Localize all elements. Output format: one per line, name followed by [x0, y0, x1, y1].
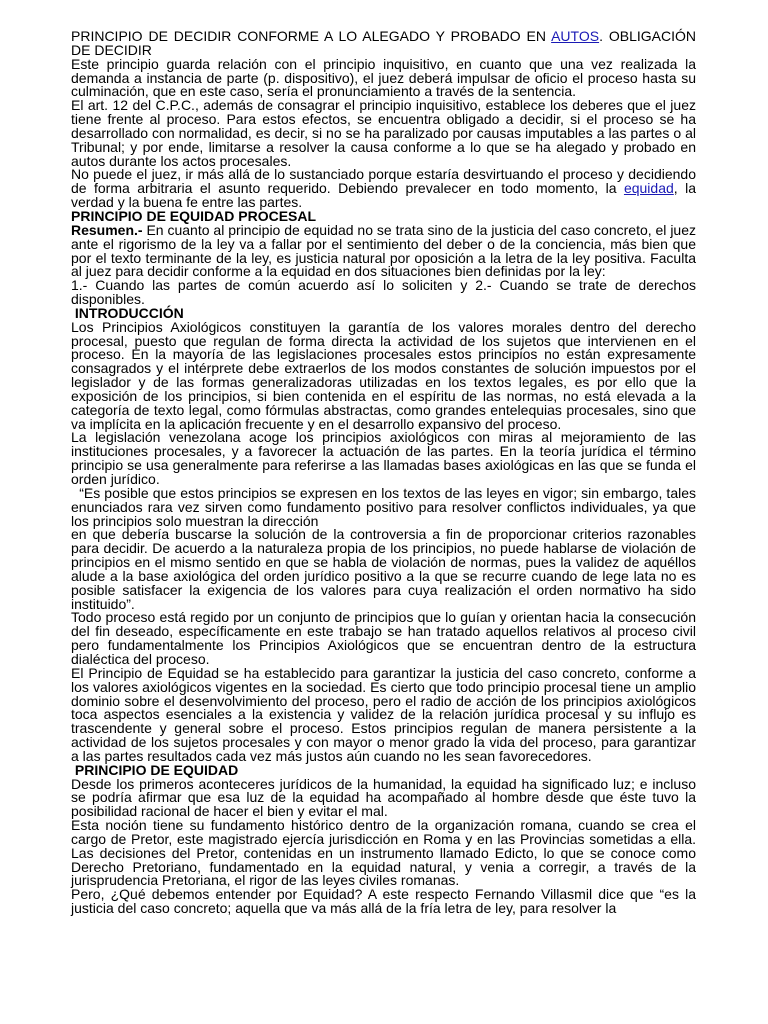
- summary-paragraph: Resumen.- En cuanto al principio de equidad no se trata sino de la justicia del caso concreto, el juez ante el rigorismo de la ley va a fallar por el sentimiento del deber o de la conciencia, más bien que por el texto terminante de la ley, es justicia natural por oposición a la letra de la ley positiva. Faculta al juez para decidir conforme a la equidad en dos situaciones bien definidas por la ley:: [71, 221, 696, 280]
- heading-equidad: PRINCIPIO DE EQUIDAD: [71, 761, 239, 778]
- paragraph: Los Principios Axiológicos constituyen la garantía de los valores morales dentro del derecho procesal, puesto que regulan de forma directa la actividad de los sujetos que intervienen en el proceso. En la mayoría de las legislaciones procesales estos principios no están expresamente consagrados y el intérprete debe extraerlos de los modos constantes de solución impuestos por el legislador y de las formas generalizadoras utilizadas en los textos legales, es por ello que la exposición de los principios, si bien contenida en el espíritu de las normas, no está elevada a la categoría de texto legal, como fórmulas abstractas, como grandes entelequias procesales, sino que va implícita en la aplicación frecuente y en el desarrollo expansivo del proceso.: [71, 318, 696, 432]
- paragraph: Todo proceso está regido por un conjunto de principios que lo guían y orientan hacia la consecución del fin deseado, específicamente en este trabajo se han tratado aquellos relativos al proceso civil pero fundamentalmente los Principios Axiológicos que se encuentran dentro de la estructura dialéctica del proceso.: [71, 609, 696, 667]
- heading-introduccion: INTRODUCCIÓN: [71, 304, 184, 321]
- quote-paragraph: en que debería buscarse la solución de la controversia a fin de proporcionar criterios razonables para decidir. De acuerdo a la naturaleza propia de los principios, no puede hablarse de violación de principios en el mismo sentido en que se habla de violación de normas, pues la validez de aquéllos alude a la base axiológica del orden jurídico positivo a la que se recurre cuando de lege lata no es posible satisfacer la exigencia de los valores para cuya realización el orden normativo ha sido instituido”.: [71, 526, 696, 612]
- paragraph: Esta noción tiene su fundamento histórico dentro de la organización romana, cuando se crea el cargo de Pretor, este magistrado ejercía jurisdicción en Roma y en las Provincias sometidas a ella. Las decisiones del Pretor, contenidas en un instrumento llamado Edicto, lo que se conoce como Derecho Pretoriano, fundamentado en la equidad natural, y venia a corregir, a través de la jurisprudencia Pretoriana, el rigor de las leyes civiles romanas.: [71, 817, 696, 889]
- paragraph: No puede el juez, ir más allá de lo sustanciado porque estaría desvirtuando el proceso y decidiendo de forma arbitraria el asunto requerido. Debiendo prevalecer en todo momento, la equidad, la verdad y la buena fe entre las partes.: [71, 166, 696, 211]
- quote-paragraph: “Es posible que estos principios se expresen en los textos de las leyes en vigor; sin embargo, tales enunciados rara vez sirven como fundamento positivo para resolver conflictos individuales, ya que los principios solo muestran la dirección: [71, 484, 700, 529]
- heading-principio-decidir: PRINCIPIO DE DECIDIR CONFORME A LO ALEGADO Y PROBADO EN AUTOS. OBLIGACIÓN DE DECIDIR: [71, 28, 696, 58]
- autos-link[interactable]: AUTOS: [551, 28, 600, 44]
- paragraph: Este principio guarda relación con el principio inquisitivo, en cuanto que una vez realizada la demanda a instancia de parte (p. dispositivo), el juez deberá impulsar de oficio el proceso hasta su culminación, que en este caso, sería el pronunciamiento a través de la sentencia.: [71, 55, 696, 100]
- paragraph: La legislación venezolana acoge los principios axiológicos con miras al mejoramiento de las instituciones procesales, y a favorecer la actuación de las partes. En la teoría jurídica el término principio se usa generalmente para referirse a las llamadas bases axiológicas en las que se funda el orden jurídico.: [71, 429, 696, 487]
- paragraph: Desde los primeros aconteceres jurídicos de la humanidad, la equidad ha significado luz; e incluso se podría afirmar que esa luz de la equidad ha acompañado al hombre desde que éste tuvo la posibilidad racional de hacer el bien y evitar el mal.: [71, 775, 696, 820]
- equidad-link[interactable]: equidad: [623, 180, 674, 197]
- summary-label: Resumen.-: [71, 221, 143, 238]
- paragraph: El Principio de Equidad se ha establecido para garantizar la justicia del caso concreto, conforme a los valores axiológicos vigentes en la sociedad. Es cierto que todo principio procesal tiene un amplio dominio sobre el desenvolvimiento del proceso, pero el radio de acción de los principios axiológicos toca aspectos esenciales a la existencia y validez de la relación jurídica procesal y su influjo es trascendente y general sobre el proceso. Estos principios regulan de manera persistente a la actividad de los sujetos procesales y con mayor o menor grado la vida del proceso, para garantizar a las partes resultados cada vez más justos aún cuando no les sean favorecedores.: [71, 664, 696, 764]
- heading-equidad-procesal: PRINCIPIO DE EQUIDAD PROCESAL: [71, 207, 317, 224]
- paragraph: El art. 12 del C.P.C., además de consagrar el principio inquisitivo, establece los deberes que el juez tiene frente al proceso. Para estos efectos, se encuentra obligado a decidir, si el proceso se ha desarrollado con normalidad, es decir, si no se ha paralizado por causas imputables a las partes o al Tribunal; y por ende, limitarse a resolver la causa conforme a lo que se ha alegado y probado en autos durante los actos procesales.: [71, 97, 696, 169]
- paragraph: Pero, ¿Qué debemos entender por Equidad? A este respecto Fernando Villasmil dice que “es la justicia del caso concreto; aquella que va más allá de la fría letra de ley, para resolver la: [71, 886, 696, 917]
- paragraph: 1.- Cuando las partes de común acuerdo así lo soliciten y 2.- Cuando se trate de derechos disponibles.: [71, 277, 696, 308]
